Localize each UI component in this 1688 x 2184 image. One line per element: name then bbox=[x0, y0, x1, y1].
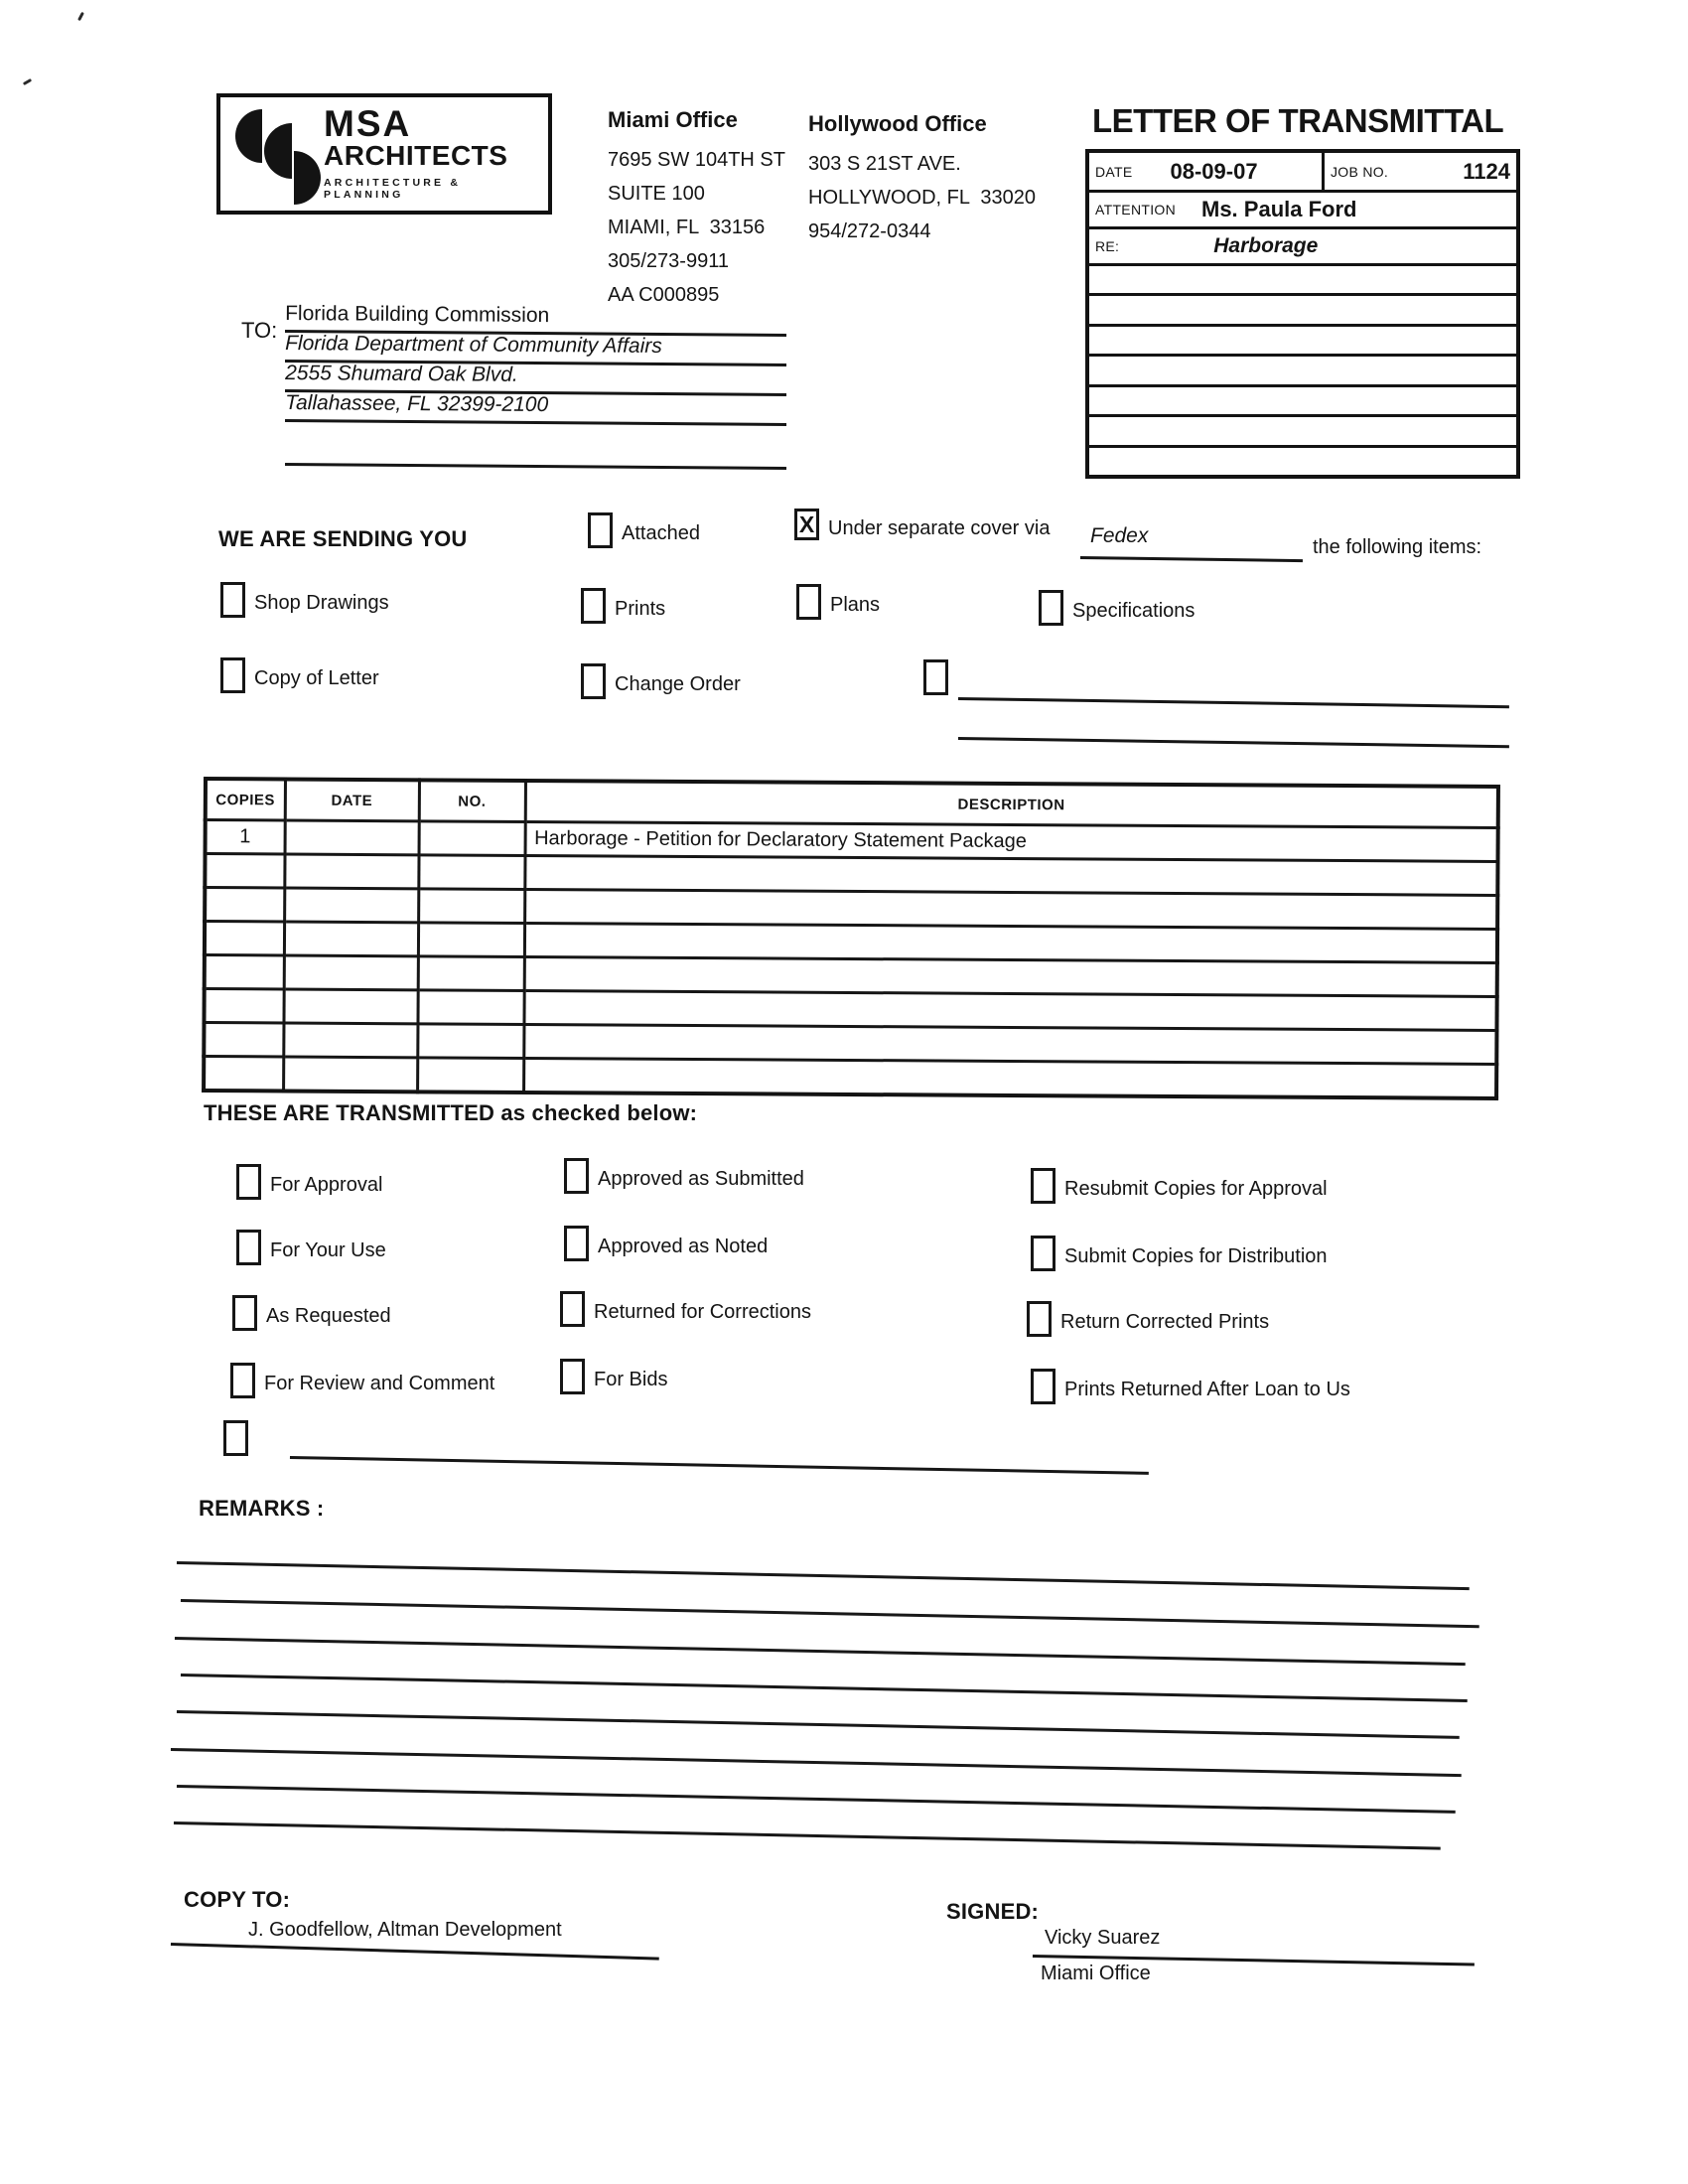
prints-option bbox=[581, 588, 665, 624]
specifications-checkbox bbox=[1039, 590, 1063, 626]
prints-returned-label: Prints Returned After Loan to Us bbox=[1064, 1379, 1350, 1400]
header-empty-row bbox=[1089, 266, 1516, 296]
copy-of-letter-label: Copy of Letter bbox=[254, 667, 379, 689]
to-recipient-line: 2555 Shumard Oak Blvd. bbox=[285, 362, 786, 396]
hollywood-phone: 954/272-0344 bbox=[808, 220, 931, 242]
approved-as-submitted-option bbox=[564, 1158, 804, 1194]
other-item-option bbox=[923, 659, 948, 695]
scan-speck bbox=[23, 78, 32, 85]
for-approval-checkbox bbox=[236, 1164, 261, 1200]
separate-cover-option bbox=[794, 509, 1050, 540]
resubmit-copies-label: Resubmit Copies for Approval bbox=[1064, 1178, 1328, 1200]
copy-of-letter-checkbox bbox=[220, 657, 245, 693]
hollywood-office-title: Hollywood Office bbox=[808, 111, 987, 136]
page-title: LETTER OF TRANSMITTAL bbox=[1092, 102, 1504, 139]
header-empty-row bbox=[1089, 417, 1516, 447]
description-column-header: DESCRIPTION bbox=[525, 781, 1498, 827]
attached-option bbox=[588, 512, 700, 548]
header-empty-row bbox=[1089, 357, 1516, 386]
header-empty-row bbox=[1089, 327, 1516, 357]
approved-as-submitted-label: Approved as Submitted bbox=[598, 1168, 804, 1190]
signed-label: SIGNED: bbox=[946, 1899, 1040, 1924]
item-date-value bbox=[285, 820, 419, 855]
resubmit-copies-option bbox=[1031, 1168, 1328, 1204]
checkbox-x-mark: X bbox=[798, 510, 815, 537]
returned-for-corrections-checkbox bbox=[560, 1291, 585, 1327]
logo-name-architects: ARCHITECTS bbox=[324, 140, 508, 171]
sending-heading: WE ARE SENDING YOU bbox=[218, 526, 468, 551]
shop-drawings-checkbox bbox=[220, 582, 245, 618]
item-copies-value: 1 bbox=[206, 820, 285, 854]
prints-checkbox bbox=[581, 588, 606, 624]
change-order-option bbox=[581, 663, 741, 699]
miami-address-line: 7695 SW 104TH ST bbox=[608, 149, 785, 171]
item-no-value bbox=[419, 821, 525, 856]
header-empty-row bbox=[1089, 296, 1516, 326]
submit-copies-option bbox=[1031, 1236, 1328, 1271]
separate-cover-via-value: Fedex bbox=[1090, 524, 1149, 547]
date-value: 08-09-07 bbox=[1170, 158, 1258, 184]
attached-checkbox bbox=[588, 512, 613, 548]
to-recipient-line: Florida Department of Community Affairs bbox=[285, 332, 786, 366]
for-bids-checkbox bbox=[560, 1359, 585, 1394]
miami-license: AA C000895 bbox=[608, 284, 720, 306]
approved-as-submitted-checkbox bbox=[564, 1158, 589, 1194]
as-requested-checkbox bbox=[232, 1295, 257, 1331]
approved-as-noted-label: Approved as Noted bbox=[598, 1236, 769, 1257]
submit-copies-label: Submit Copies for Distribution bbox=[1064, 1245, 1328, 1267]
returned-for-corrections-label: Returned for Corrections bbox=[594, 1301, 811, 1323]
logo-tagline: ARCHITECTURE & PLANNING bbox=[324, 177, 462, 201]
attention-value: Ms. Paula Ford bbox=[1201, 197, 1357, 221]
signed-office: Miami Office bbox=[1041, 1963, 1151, 1984]
remarks-line bbox=[177, 1785, 1456, 1814]
following-items-label: the following items: bbox=[1313, 536, 1482, 558]
miami-office-block bbox=[608, 107, 785, 312]
miami-address-line: SUITE 100 bbox=[608, 183, 705, 205]
separate-cover-checkbox bbox=[794, 509, 819, 540]
change-order-label: Change Order bbox=[615, 673, 741, 695]
copy-to-signature-line bbox=[171, 1943, 659, 1961]
returned-for-corrections-option bbox=[560, 1291, 811, 1327]
other-item-fill-line bbox=[958, 737, 1509, 748]
to-recipient-line: Tallahassee, FL 32399-2100 bbox=[285, 391, 786, 426]
copy-to-value: J. Goodfellow, Altman Development bbox=[248, 1919, 562, 1941]
via-fill-line bbox=[1080, 556, 1303, 562]
for-approval-label: For Approval bbox=[270, 1174, 383, 1196]
to-recipient-line: Florida Building Commission bbox=[285, 302, 786, 337]
job-no-label: JOB NO. bbox=[1331, 163, 1389, 180]
copy-to-label: COPY TO: bbox=[184, 1887, 291, 1912]
prints-label: Prints bbox=[615, 598, 666, 620]
other-transmitted-checkbox bbox=[223, 1420, 248, 1456]
header-empty-row bbox=[1089, 448, 1516, 475]
msa-logo bbox=[216, 93, 552, 215]
copy-of-letter-option bbox=[220, 657, 379, 693]
date-label: DATE bbox=[1095, 163, 1133, 180]
specifications-label: Specifications bbox=[1072, 600, 1196, 622]
submit-copies-checkbox bbox=[1031, 1236, 1055, 1271]
remarks-line bbox=[177, 1710, 1460, 1739]
to-label: TO: bbox=[241, 318, 278, 343]
re-value: Harborage bbox=[1213, 234, 1319, 257]
scan-speck bbox=[77, 12, 84, 21]
plans-option bbox=[796, 584, 880, 620]
return-corrected-prints-label: Return Corrected Prints bbox=[1060, 1311, 1270, 1333]
other-item-fill-line bbox=[958, 697, 1509, 708]
return-corrected-prints-checkbox bbox=[1027, 1301, 1052, 1337]
transmittal-header-box bbox=[1085, 149, 1520, 479]
plans-checkbox bbox=[796, 584, 821, 620]
resubmit-copies-checkbox bbox=[1031, 1168, 1055, 1204]
other-item-checkbox bbox=[923, 659, 948, 695]
for-review-comment-checkbox bbox=[230, 1363, 255, 1398]
remarks-line bbox=[177, 1561, 1470, 1590]
as-requested-option bbox=[232, 1295, 391, 1331]
hollywood-address-line: 303 S 21ST AVE. bbox=[808, 153, 961, 175]
for-your-use-label: For Your Use bbox=[270, 1239, 386, 1261]
approved-as-noted-option bbox=[564, 1226, 768, 1261]
remarks-line bbox=[181, 1674, 1468, 1702]
prints-returned-option bbox=[1031, 1369, 1350, 1404]
plans-label: Plans bbox=[830, 594, 881, 616]
attention-label: ATTENTION bbox=[1095, 202, 1176, 218]
for-review-comment-option bbox=[230, 1363, 494, 1398]
signed-name: Vicky Suarez bbox=[1045, 1927, 1161, 1949]
shop-drawings-label: Shop Drawings bbox=[254, 592, 389, 614]
date-column-header: DATE bbox=[285, 780, 419, 821]
hollywood-office-block bbox=[808, 111, 1036, 248]
other-transmitted-option bbox=[223, 1420, 248, 1456]
prints-returned-checkbox bbox=[1031, 1369, 1055, 1404]
remarks-line bbox=[181, 1599, 1479, 1628]
header-empty-row bbox=[1089, 387, 1516, 417]
specifications-option bbox=[1039, 590, 1195, 626]
other-transmitted-fill-line bbox=[290, 1456, 1149, 1475]
attached-label: Attached bbox=[622, 522, 700, 544]
to-recipient-line-blank bbox=[285, 435, 786, 470]
remarks-line bbox=[175, 1637, 1466, 1666]
copies-column-header: COPIES bbox=[206, 779, 285, 820]
hollywood-address-line: HOLLYWOOD, FL 33020 bbox=[808, 187, 1036, 209]
msa-logo-mark-icon bbox=[228, 105, 324, 209]
approved-as-noted-checkbox bbox=[564, 1226, 589, 1261]
table-row-empty bbox=[204, 1057, 1496, 1098]
return-corrected-prints-option bbox=[1027, 1301, 1269, 1337]
miami-address-line: MIAMI, FL 33156 bbox=[608, 217, 766, 238]
miami-phone: 305/273-9911 bbox=[608, 250, 729, 272]
remarks-label: REMARKS : bbox=[199, 1496, 325, 1521]
job-no-value: 1124 bbox=[1463, 158, 1510, 184]
for-review-comment-label: For Review and Comment bbox=[264, 1373, 495, 1394]
for-bids-option bbox=[560, 1359, 667, 1394]
item-description-value: Harborage - Petition for Declaratory Statement Package bbox=[525, 821, 1498, 861]
for-your-use-option bbox=[236, 1230, 386, 1265]
shop-drawings-option bbox=[220, 582, 389, 618]
for-your-use-checkbox bbox=[236, 1230, 261, 1265]
remarks-line bbox=[171, 1748, 1462, 1777]
separate-cover-label: Under separate cover via bbox=[828, 517, 1051, 539]
transmitted-heading: THESE ARE TRANSMITTED as checked below: bbox=[204, 1100, 698, 1125]
for-bids-label: For Bids bbox=[594, 1369, 668, 1390]
re-label: RE: bbox=[1095, 238, 1120, 254]
for-approval-option bbox=[236, 1164, 382, 1200]
miami-office-title: Miami Office bbox=[608, 107, 738, 132]
no-column-header: NO. bbox=[419, 780, 525, 821]
as-requested-label: As Requested bbox=[266, 1305, 391, 1327]
remarks-line bbox=[174, 1821, 1441, 1850]
change-order-checkbox bbox=[581, 663, 606, 699]
logo-name-msa: MSA bbox=[324, 103, 412, 144]
items-table bbox=[202, 777, 1500, 1100]
